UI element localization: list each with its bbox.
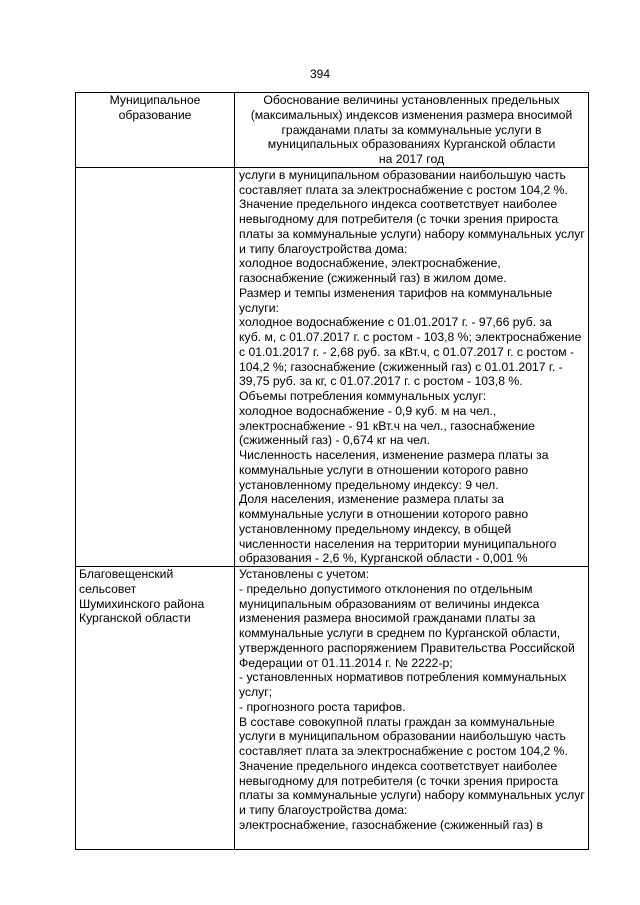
- justification-cell: [235, 167, 589, 566]
- text-line: коммунальные услуги в среднем по Курганской области,: [239, 626, 561, 640]
- text-line: электроснабжение - 91 кВт.ч на чел., газоснабжение: [239, 418, 535, 433]
- municipality-cell: [76, 167, 235, 566]
- text-line: услуги:: [239, 300, 279, 315]
- text-line: - установленных нормативов потребления коммунальных: [239, 670, 567, 685]
- text-line: Доля населения, изменение размера платы за: [239, 492, 504, 507]
- text-line: составляет плата за электроснабжение с ростом 104,2 %.: [239, 182, 568, 197]
- text-line: Размер и темпы изменения тарифов на коммунальные: [239, 285, 553, 300]
- text-line: - предельно допустимого отклонения по отдельным: [239, 581, 533, 596]
- text-line: установленному предельному индексу, в общей: [239, 521, 512, 536]
- text-line: Курганской области: [79, 611, 191, 626]
- text-line: муниципальных образованиях Курганской области: [267, 137, 556, 152]
- text-line: куб. м, с 01.07.2017 г. с ростом - 103,8 %; электроснабжение: [239, 330, 582, 344]
- text-line: утвержденного распоряжением Правительства Российской: [239, 640, 575, 655]
- text-line: коммунальные услуги в отношении которого равно: [239, 462, 529, 477]
- text-line: платы за коммунальные услуги) набору коммунальных услуг: [239, 788, 585, 803]
- table-header-row: [76, 93, 589, 168]
- text-line: невыгодному для потребителя (с точки зрения прироста: [239, 773, 559, 788]
- text-line: Муниципальное: [109, 93, 201, 107]
- table-row: [76, 167, 589, 566]
- text-line: и типу благоустройства дома:: [239, 803, 408, 817]
- text-line: 39,75 руб. за кг, с 01.07.2017 г. с ростом - 103,8 %.: [239, 374, 523, 389]
- text-line: гражданами платы за коммунальные услуги в: [281, 122, 542, 137]
- text-line: невыгодному для потребителя (с точки зрения прироста: [239, 212, 559, 226]
- header-municipality: [76, 93, 235, 168]
- text-line: услуг;: [239, 685, 273, 699]
- header-justification: [235, 93, 589, 168]
- municipal-index-table: [75, 92, 589, 850]
- text-line: - прогнозного роста тарифов.: [239, 699, 406, 714]
- text-line: и типу благоустройства дома:: [239, 241, 408, 256]
- justification-cell: [235, 567, 589, 850]
- text-line: электроснабжение, газоснабжение (сжиженный газ) в: [239, 817, 543, 832]
- text-line: Объемы потребления коммунальных услуг:: [239, 389, 487, 403]
- text-line: Федерации от 01.11.2014 г. № 2222-р;: [239, 655, 453, 670]
- text-line: образования - 2,6 %, Курганской области - 0,001 %: [239, 551, 528, 566]
- text-line: (максимальных) индексов изменения размера вносимой: [250, 107, 573, 122]
- text-line: Шумихинского района: [79, 596, 205, 611]
- text-line: (сжиженный газ) - 0,674 кг на чел.: [239, 433, 431, 448]
- text-line: В составе совокупной платы граждан за коммунальные: [239, 714, 555, 729]
- municipality-cell: [76, 567, 235, 850]
- text-line: образование: [118, 107, 192, 122]
- text-line: Благовещенский: [79, 567, 174, 581]
- text-line: на 2017 год: [378, 152, 445, 166]
- text-line: муниципальным образованиям от величины индекса: [239, 596, 540, 611]
- text-line: газоснабжение (сжиженный газ) в жилом доме.: [239, 271, 507, 285]
- text-line: сельсовет: [79, 581, 137, 596]
- text-line: холодное водоснабжение с 01.01.2017 г. - 97,66 руб. за: [239, 315, 552, 330]
- text-line: Обоснование величины установленных предельных: [263, 93, 560, 107]
- text-line: 104,2 %; газоснабжение (сжиженный газ) с 01.01.2017 г. -: [239, 359, 563, 374]
- text-line: холодное водоснабжение, электроснабжение,: [239, 256, 501, 271]
- text-line: Численность населения, изменение размера платы за: [239, 448, 549, 462]
- text-line: платы за коммунальные услуги) набору коммунальных услуг: [239, 226, 585, 241]
- text-line: составляет плата за электроснабжение с ростом 104,2 %.: [239, 744, 568, 758]
- text-line: Значение предельного индекса соответствует наиболее: [239, 758, 558, 773]
- text-line: численности населения на территории муниципального: [239, 536, 557, 551]
- text-line: холодное водоснабжение - 0,9 куб. м на чел.,: [239, 403, 497, 418]
- text-line: с 01.01.2017 г. - 2,68 руб. за кВт.ч, с 01.07.2017 г. с ростом -: [239, 344, 575, 359]
- table-row: [76, 567, 589, 850]
- text-line: установленному предельному индексу: 9 чел.: [239, 477, 499, 492]
- text-line: изменения размера вносимой гражданами платы за: [239, 611, 536, 626]
- text-line: Значение предельного индекса соответствует наиболее: [239, 197, 558, 212]
- text-line: Установлены с учетом:: [239, 567, 369, 581]
- text-line: услуги в муниципальном образовании наибольшую часть: [239, 729, 566, 744]
- text-line: услуги в муниципальном образовании наибольшую часть: [239, 167, 566, 182]
- page-number: 394: [309, 67, 331, 81]
- text-line: коммунальные услуги в отношении которого равно: [239, 507, 529, 521]
